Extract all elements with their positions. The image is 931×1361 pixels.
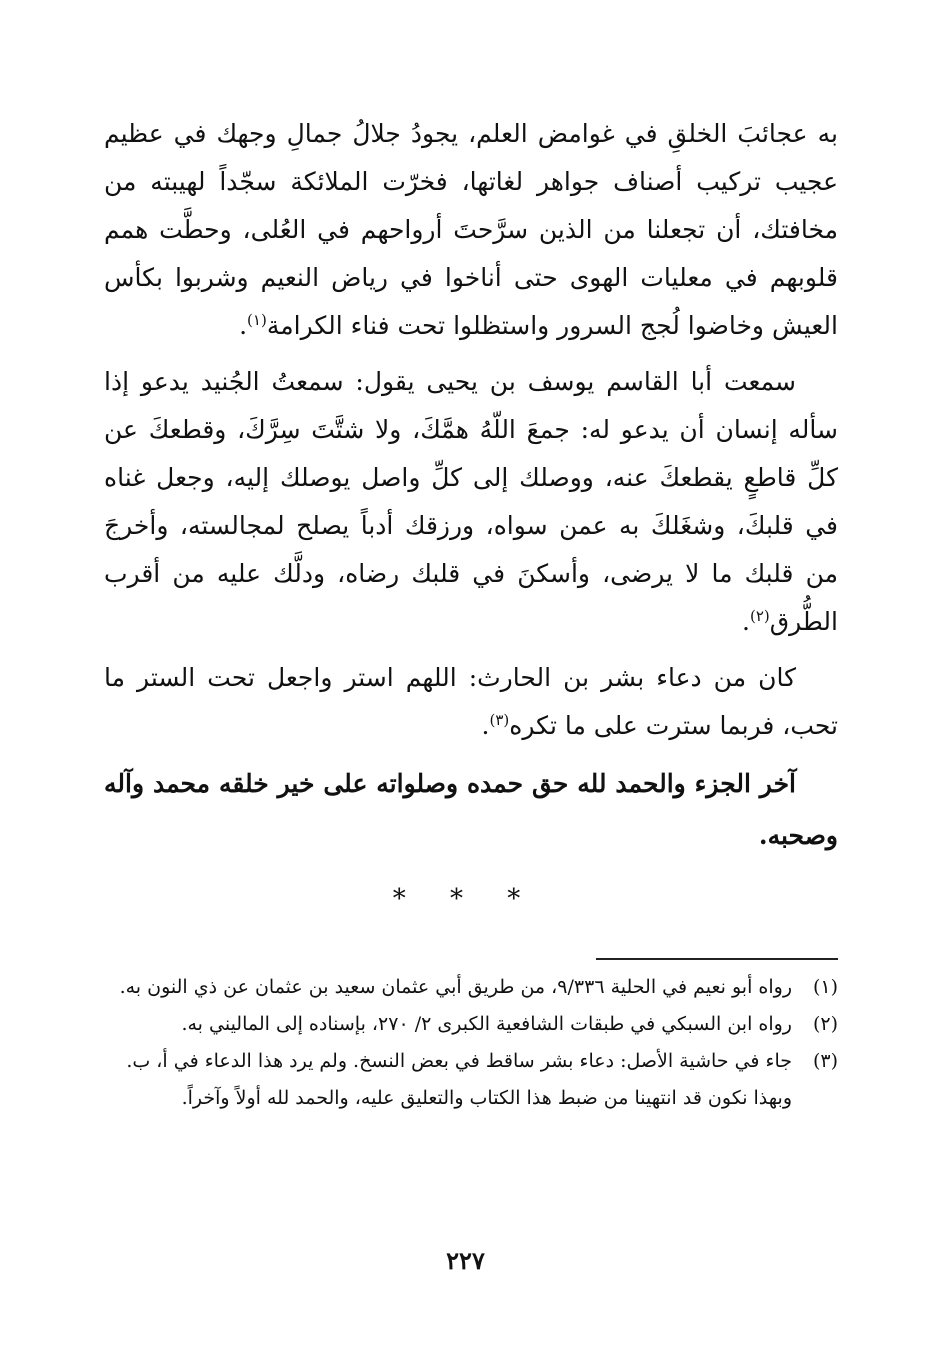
footnote-2-number: (٢) <box>812 1013 838 1035</box>
footnote-1-text: رواه أبو نعيم في الحلية ٩/٣٣٦، من طريق أبي عثمان سعيد بن عثمان عن ذي النون به. <box>119 976 792 998</box>
paragraph-1-end: . <box>239 311 248 340</box>
page-number: ٢٢٧ <box>446 1246 485 1275</box>
paragraph-1-text: به عجائبَ الخلقِ في غوامض العلم، يجودُ جلالُ جمالِ وجهك في عظيم عجيب تركيب أصناف جواهر لغاتها، فخرّت الملائكة سجّداً لهيبته من مخافتك، أن تجعلنا من الذين سرَّحتَ أرواحهم في العُلى، وحطَّت همم قلوبهم في معليات الهوى حتى أناخوا في رياض النعيم وشربوا بكأس العيش وخاضوا لُجج السرور واستظلوا تحت فناء الكرامة <box>104 119 838 340</box>
footnote-ref-2[interactable]: (٢) <box>749 607 770 625</box>
footnotes <box>104 970 838 1116</box>
paragraph-2 <box>104 358 838 646</box>
footnote-1 <box>104 970 838 1005</box>
section-separator: * * * <box>392 884 539 914</box>
footnote-2 <box>104 1007 838 1042</box>
footnote-rule <box>596 958 838 960</box>
footnote-ref-3[interactable]: (٣) <box>489 711 510 729</box>
footnote-1-number: (١) <box>812 976 838 998</box>
paragraph-3 <box>104 654 838 750</box>
footnote-3 <box>104 1044 838 1079</box>
footnote-3-number: (٣) <box>812 1050 838 1072</box>
paragraph-3-text: كان من دعاء بشر بن الحارث: اللهم استر واجعل تحت الستر ما تحب، فربما سترت على ما تكره <box>104 663 838 740</box>
footnote-ref-1[interactable]: (١) <box>247 311 267 329</box>
paragraph-2-text: سمعت أبا القاسم يوسف بن يحيى يقول: سمعتُ الجُنيد يدعو إذا سأله إنسان أن يدعو له: جمعَ اللّهُ همَّكَ، ولا شتَّتَ سِرَّكَ، وقطعكَ عن كلِّ قاطعٍ يقطعكَ عنه، ووصلك إلى كلِّ واصل يوصلك إليه، وجعل غناه في قلبكَ، وشغَلكَ به عمن سواه، ورزقك أدباً يصلح لمجالسته، وأخرجَ من قلبك ما لا يرضى، وأسكنَ في قلبك رضاه، ودلَّك عليه من أقرب الطُّرق <box>104 367 838 636</box>
colophon: وبهذا نكون قد انتهينا من ضبط هذا الكتاب والتعليق عليه، والحمد لله أولاً وآخراً. <box>181 1087 792 1109</box>
paragraph-2-end: . <box>742 607 750 636</box>
footnote-3-text: جاء في حاشية الأصل: دعاء بشر ساقط في بعض النسخ. ولم يرد هذا الدعاء في أ، ب. <box>126 1050 792 1072</box>
paragraph-1 <box>104 110 838 350</box>
main-text <box>104 110 838 862</box>
paragraph-3-end: . <box>481 711 490 740</box>
closing-statement: آخر الجزء والحمد لله حق حمده وصلواته على خير خلقه محمد وآله وصحبه. <box>104 769 838 850</box>
footnote-2-text: رواه ابن السبكي في طبقات الشافعية الكبرى ٢/ ٢٧٠، بإسناده إلى الماليني به. <box>181 1013 792 1035</box>
